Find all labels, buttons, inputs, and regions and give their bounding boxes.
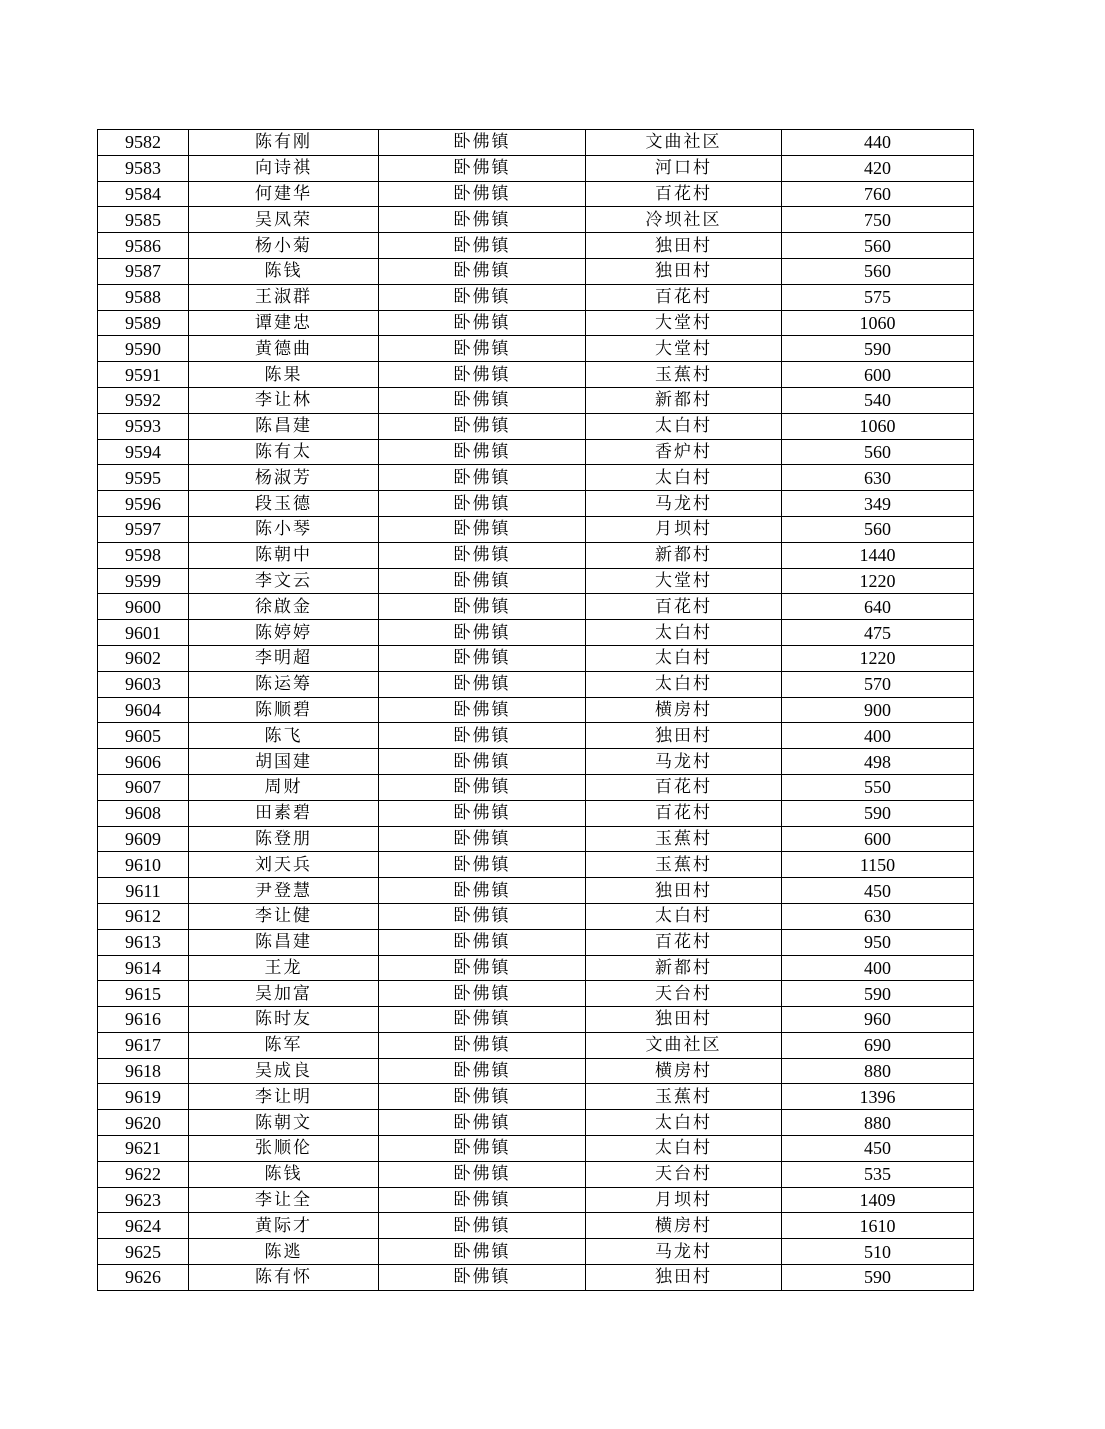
row-number-cell: 9617 <box>98 1032 189 1058</box>
town-cell: 卧佛镇 <box>379 155 586 181</box>
village-cell: 大堂村 <box>586 310 782 336</box>
village-cell: 横房村 <box>586 1213 782 1239</box>
village-cell: 新都村 <box>586 955 782 981</box>
table-row <box>98 878 974 904</box>
town-cell: 卧佛镇 <box>379 594 586 620</box>
amount-cell: 400 <box>782 723 974 749</box>
village-cell: 百花村 <box>586 929 782 955</box>
amount-cell: 540 <box>782 387 974 413</box>
amount-cell: 400 <box>782 955 974 981</box>
village-cell: 新都村 <box>586 387 782 413</box>
row-number-cell: 9599 <box>98 568 189 594</box>
village-cell: 独田村 <box>586 878 782 904</box>
name-cell: 杨淑芳 <box>189 465 379 491</box>
town-cell: 卧佛镇 <box>379 903 586 929</box>
village-cell: 新都村 <box>586 542 782 568</box>
amount-cell: 590 <box>782 981 974 1007</box>
village-cell: 太白村 <box>586 413 782 439</box>
town-cell: 卧佛镇 <box>379 1084 586 1110</box>
name-cell: 周财 <box>189 774 379 800</box>
name-cell: 陈飞 <box>189 723 379 749</box>
table-row <box>98 800 974 826</box>
town-cell: 卧佛镇 <box>379 671 586 697</box>
town-cell: 卧佛镇 <box>379 542 586 568</box>
table-row <box>98 1058 974 1084</box>
table-row <box>98 1187 974 1213</box>
name-cell: 陈昌建 <box>189 929 379 955</box>
row-number-cell: 9618 <box>98 1058 189 1084</box>
village-cell: 玉蕉村 <box>586 1084 782 1110</box>
village-cell: 月坝村 <box>586 516 782 542</box>
amount-cell: 575 <box>782 284 974 310</box>
name-cell: 段玉德 <box>189 491 379 517</box>
town-cell: 卧佛镇 <box>379 1007 586 1033</box>
row-number-cell: 9585 <box>98 207 189 233</box>
village-cell: 马龙村 <box>586 1239 782 1265</box>
village-cell: 太白村 <box>586 903 782 929</box>
row-number-cell: 9582 <box>98 130 189 156</box>
name-cell: 徐啟金 <box>189 594 379 620</box>
amount-cell: 535 <box>782 1161 974 1187</box>
table-row <box>98 1084 974 1110</box>
village-cell: 太白村 <box>586 620 782 646</box>
town-cell: 卧佛镇 <box>379 207 586 233</box>
table-row <box>98 826 974 852</box>
town-cell: 卧佛镇 <box>379 362 586 388</box>
town-cell: 卧佛镇 <box>379 233 586 259</box>
village-cell: 百花村 <box>586 774 782 800</box>
village-cell: 独田村 <box>586 233 782 259</box>
row-number-cell: 9592 <box>98 387 189 413</box>
name-cell: 吴加富 <box>189 981 379 1007</box>
name-cell: 李让明 <box>189 1084 379 1110</box>
table-row <box>98 439 974 465</box>
amount-cell: 420 <box>782 155 974 181</box>
row-number-cell: 9625 <box>98 1239 189 1265</box>
row-number-cell: 9613 <box>98 929 189 955</box>
village-cell: 太白村 <box>586 1110 782 1136</box>
name-cell: 陈小琴 <box>189 516 379 542</box>
town-cell: 卧佛镇 <box>379 981 586 1007</box>
table-row <box>98 723 974 749</box>
table-row <box>98 516 974 542</box>
table-row <box>98 955 974 981</box>
town-cell: 卧佛镇 <box>379 1213 586 1239</box>
village-cell: 太白村 <box>586 671 782 697</box>
table-row <box>98 671 974 697</box>
village-cell: 天台村 <box>586 981 782 1007</box>
village-cell: 横房村 <box>586 1058 782 1084</box>
town-cell: 卧佛镇 <box>379 130 586 156</box>
data-table <box>97 129 974 1291</box>
town-cell: 卧佛镇 <box>379 568 586 594</box>
amount-cell: 1610 <box>782 1213 974 1239</box>
name-cell: 李让健 <box>189 903 379 929</box>
town-cell: 卧佛镇 <box>379 1136 586 1162</box>
name-cell: 陈顺碧 <box>189 697 379 723</box>
town-cell: 卧佛镇 <box>379 1110 586 1136</box>
table-row <box>98 929 974 955</box>
amount-cell: 630 <box>782 903 974 929</box>
table-row <box>98 1007 974 1033</box>
name-cell: 黄际才 <box>189 1213 379 1239</box>
amount-cell: 560 <box>782 258 974 284</box>
amount-cell: 475 <box>782 620 974 646</box>
amount-cell: 1409 <box>782 1187 974 1213</box>
name-cell: 陈逃 <box>189 1239 379 1265</box>
town-cell: 卧佛镇 <box>379 749 586 775</box>
amount-cell: 640 <box>782 594 974 620</box>
row-number-cell: 9616 <box>98 1007 189 1033</box>
village-cell: 冷坝社区 <box>586 207 782 233</box>
village-cell: 独田村 <box>586 258 782 284</box>
row-number-cell: 9604 <box>98 697 189 723</box>
row-number-cell: 9586 <box>98 233 189 259</box>
town-cell: 卧佛镇 <box>379 1058 586 1084</box>
amount-cell: 950 <box>782 929 974 955</box>
row-number-cell: 9590 <box>98 336 189 362</box>
table-body <box>98 130 974 1291</box>
name-cell: 尹登慧 <box>189 878 379 904</box>
row-number-cell: 9602 <box>98 645 189 671</box>
table-row <box>98 413 974 439</box>
town-cell: 卧佛镇 <box>379 310 586 336</box>
village-cell: 独田村 <box>586 723 782 749</box>
village-cell: 玉蕉村 <box>586 852 782 878</box>
amount-cell: 1060 <box>782 310 974 336</box>
town-cell: 卧佛镇 <box>379 284 586 310</box>
town-cell: 卧佛镇 <box>379 1239 586 1265</box>
town-cell: 卧佛镇 <box>379 491 586 517</box>
town-cell: 卧佛镇 <box>379 439 586 465</box>
name-cell: 吴成良 <box>189 1058 379 1084</box>
amount-cell: 560 <box>782 233 974 259</box>
row-number-cell: 9611 <box>98 878 189 904</box>
town-cell: 卧佛镇 <box>379 774 586 800</box>
amount-cell: 450 <box>782 1136 974 1162</box>
amount-cell: 1220 <box>782 568 974 594</box>
amount-cell: 1150 <box>782 852 974 878</box>
village-cell: 大堂村 <box>586 336 782 362</box>
name-cell: 杨小菊 <box>189 233 379 259</box>
table-row <box>98 1110 974 1136</box>
table-row <box>98 568 974 594</box>
row-number-cell: 9601 <box>98 620 189 646</box>
table-row <box>98 620 974 646</box>
village-cell: 河口村 <box>586 155 782 181</box>
table-row <box>98 852 974 878</box>
town-cell: 卧佛镇 <box>379 258 586 284</box>
amount-cell: 1220 <box>782 645 974 671</box>
table-row <box>98 1032 974 1058</box>
town-cell: 卧佛镇 <box>379 697 586 723</box>
row-number-cell: 9609 <box>98 826 189 852</box>
town-cell: 卧佛镇 <box>379 645 586 671</box>
row-number-cell: 9598 <box>98 542 189 568</box>
name-cell: 陈昌建 <box>189 413 379 439</box>
table-row <box>98 774 974 800</box>
table-row <box>98 594 974 620</box>
name-cell: 陈有刚 <box>189 130 379 156</box>
table-row <box>98 387 974 413</box>
amount-cell: 1396 <box>782 1084 974 1110</box>
row-number-cell: 9588 <box>98 284 189 310</box>
amount-cell: 600 <box>782 362 974 388</box>
amount-cell: 349 <box>782 491 974 517</box>
row-number-cell: 9587 <box>98 258 189 284</box>
amount-cell: 630 <box>782 465 974 491</box>
village-cell: 香炉村 <box>586 439 782 465</box>
village-cell: 玉蕉村 <box>586 362 782 388</box>
row-number-cell: 9626 <box>98 1265 189 1291</box>
row-number-cell: 9612 <box>98 903 189 929</box>
table-row <box>98 903 974 929</box>
table-row <box>98 1239 974 1265</box>
row-number-cell: 9621 <box>98 1136 189 1162</box>
village-cell: 独田村 <box>586 1007 782 1033</box>
town-cell: 卧佛镇 <box>379 516 586 542</box>
row-number-cell: 9623 <box>98 1187 189 1213</box>
row-number-cell: 9594 <box>98 439 189 465</box>
town-cell: 卧佛镇 <box>379 336 586 362</box>
row-number-cell: 9589 <box>98 310 189 336</box>
row-number-cell: 9597 <box>98 516 189 542</box>
village-cell: 百花村 <box>586 594 782 620</box>
village-cell: 百花村 <box>586 181 782 207</box>
amount-cell: 560 <box>782 439 974 465</box>
amount-cell: 690 <box>782 1032 974 1058</box>
name-cell: 刘天兵 <box>189 852 379 878</box>
table-row <box>98 749 974 775</box>
amount-cell: 498 <box>782 749 974 775</box>
row-number-cell: 9610 <box>98 852 189 878</box>
table-row <box>98 465 974 491</box>
village-cell: 横房村 <box>586 697 782 723</box>
name-cell: 胡国建 <box>189 749 379 775</box>
name-cell: 王淑群 <box>189 284 379 310</box>
village-cell: 太白村 <box>586 645 782 671</box>
amount-cell: 880 <box>782 1058 974 1084</box>
table-row <box>98 362 974 388</box>
village-cell: 玉蕉村 <box>586 826 782 852</box>
row-number-cell: 9622 <box>98 1161 189 1187</box>
town-cell: 卧佛镇 <box>379 1187 586 1213</box>
amount-cell: 600 <box>782 826 974 852</box>
town-cell: 卧佛镇 <box>379 800 586 826</box>
row-number-cell: 9615 <box>98 981 189 1007</box>
row-number-cell: 9605 <box>98 723 189 749</box>
name-cell: 黄德曲 <box>189 336 379 362</box>
amount-cell: 590 <box>782 1265 974 1291</box>
name-cell: 陈朝文 <box>189 1110 379 1136</box>
row-number-cell: 9608 <box>98 800 189 826</box>
amount-cell: 440 <box>782 130 974 156</box>
amount-cell: 450 <box>782 878 974 904</box>
village-cell: 百花村 <box>586 800 782 826</box>
amount-cell: 760 <box>782 181 974 207</box>
name-cell: 陈婷婷 <box>189 620 379 646</box>
row-number-cell: 9595 <box>98 465 189 491</box>
amount-cell: 590 <box>782 336 974 362</box>
name-cell: 何建华 <box>189 181 379 207</box>
row-number-cell: 9606 <box>98 749 189 775</box>
village-cell: 太白村 <box>586 465 782 491</box>
row-number-cell: 9593 <box>98 413 189 439</box>
row-number-cell: 9596 <box>98 491 189 517</box>
village-cell: 月坝村 <box>586 1187 782 1213</box>
name-cell: 吴凤荣 <box>189 207 379 233</box>
amount-cell: 510 <box>782 1239 974 1265</box>
name-cell: 陈登朋 <box>189 826 379 852</box>
row-number-cell: 9603 <box>98 671 189 697</box>
table-row <box>98 310 974 336</box>
town-cell: 卧佛镇 <box>379 1265 586 1291</box>
name-cell: 谭建忠 <box>189 310 379 336</box>
name-cell: 陈时友 <box>189 1007 379 1033</box>
town-cell: 卧佛镇 <box>379 620 586 646</box>
town-cell: 卧佛镇 <box>379 465 586 491</box>
town-cell: 卧佛镇 <box>379 852 586 878</box>
name-cell: 陈果 <box>189 362 379 388</box>
table-row <box>98 207 974 233</box>
row-number-cell: 9591 <box>98 362 189 388</box>
town-cell: 卧佛镇 <box>379 413 586 439</box>
amount-cell: 750 <box>782 207 974 233</box>
village-cell: 太白村 <box>586 1136 782 1162</box>
name-cell: 李明超 <box>189 645 379 671</box>
name-cell: 李让全 <box>189 1187 379 1213</box>
table-row <box>98 697 974 723</box>
name-cell: 陈钱 <box>189 258 379 284</box>
village-cell: 大堂村 <box>586 568 782 594</box>
name-cell: 陈军 <box>189 1032 379 1058</box>
village-cell: 文曲社区 <box>586 1032 782 1058</box>
name-cell: 向诗祺 <box>189 155 379 181</box>
row-number-cell: 9624 <box>98 1213 189 1239</box>
table-row <box>98 542 974 568</box>
table-row <box>98 645 974 671</box>
row-number-cell: 9619 <box>98 1084 189 1110</box>
town-cell: 卧佛镇 <box>379 878 586 904</box>
village-cell: 天台村 <box>586 1161 782 1187</box>
name-cell: 田素碧 <box>189 800 379 826</box>
name-cell: 王龙 <box>189 955 379 981</box>
table-row <box>98 130 974 156</box>
table-row <box>98 284 974 310</box>
table-row <box>98 181 974 207</box>
table-row <box>98 258 974 284</box>
amount-cell: 960 <box>782 1007 974 1033</box>
row-number-cell: 9620 <box>98 1110 189 1136</box>
name-cell: 张顺伦 <box>189 1136 379 1162</box>
amount-cell: 1060 <box>782 413 974 439</box>
amount-cell: 900 <box>782 697 974 723</box>
table-row <box>98 491 974 517</box>
name-cell: 陈有怀 <box>189 1265 379 1291</box>
town-cell: 卧佛镇 <box>379 723 586 749</box>
village-cell: 百花村 <box>586 284 782 310</box>
name-cell: 陈朝中 <box>189 542 379 568</box>
amount-cell: 590 <box>782 800 974 826</box>
town-cell: 卧佛镇 <box>379 181 586 207</box>
row-number-cell: 9600 <box>98 594 189 620</box>
table-row <box>98 233 974 259</box>
village-cell: 马龙村 <box>586 491 782 517</box>
village-cell: 独田村 <box>586 1265 782 1291</box>
row-number-cell: 9584 <box>98 181 189 207</box>
town-cell: 卧佛镇 <box>379 1161 586 1187</box>
town-cell: 卧佛镇 <box>379 1032 586 1058</box>
table-row <box>98 1161 974 1187</box>
row-number-cell: 9607 <box>98 774 189 800</box>
name-cell: 李文云 <box>189 568 379 594</box>
amount-cell: 880 <box>782 1110 974 1136</box>
table-row <box>98 155 974 181</box>
town-cell: 卧佛镇 <box>379 826 586 852</box>
name-cell: 陈有太 <box>189 439 379 465</box>
table-row <box>98 1265 974 1291</box>
amount-cell: 1440 <box>782 542 974 568</box>
name-cell: 陈钱 <box>189 1161 379 1187</box>
amount-cell: 560 <box>782 516 974 542</box>
table-row <box>98 981 974 1007</box>
table-row <box>98 336 974 362</box>
amount-cell: 550 <box>782 774 974 800</box>
row-number-cell: 9614 <box>98 955 189 981</box>
village-cell: 马龙村 <box>586 749 782 775</box>
amount-cell: 570 <box>782 671 974 697</box>
town-cell: 卧佛镇 <box>379 387 586 413</box>
town-cell: 卧佛镇 <box>379 955 586 981</box>
table-row <box>98 1136 974 1162</box>
table-row <box>98 1213 974 1239</box>
name-cell: 陈运筹 <box>189 671 379 697</box>
town-cell: 卧佛镇 <box>379 929 586 955</box>
row-number-cell: 9583 <box>98 155 189 181</box>
village-cell: 文曲社区 <box>586 130 782 156</box>
name-cell: 李让林 <box>189 387 379 413</box>
